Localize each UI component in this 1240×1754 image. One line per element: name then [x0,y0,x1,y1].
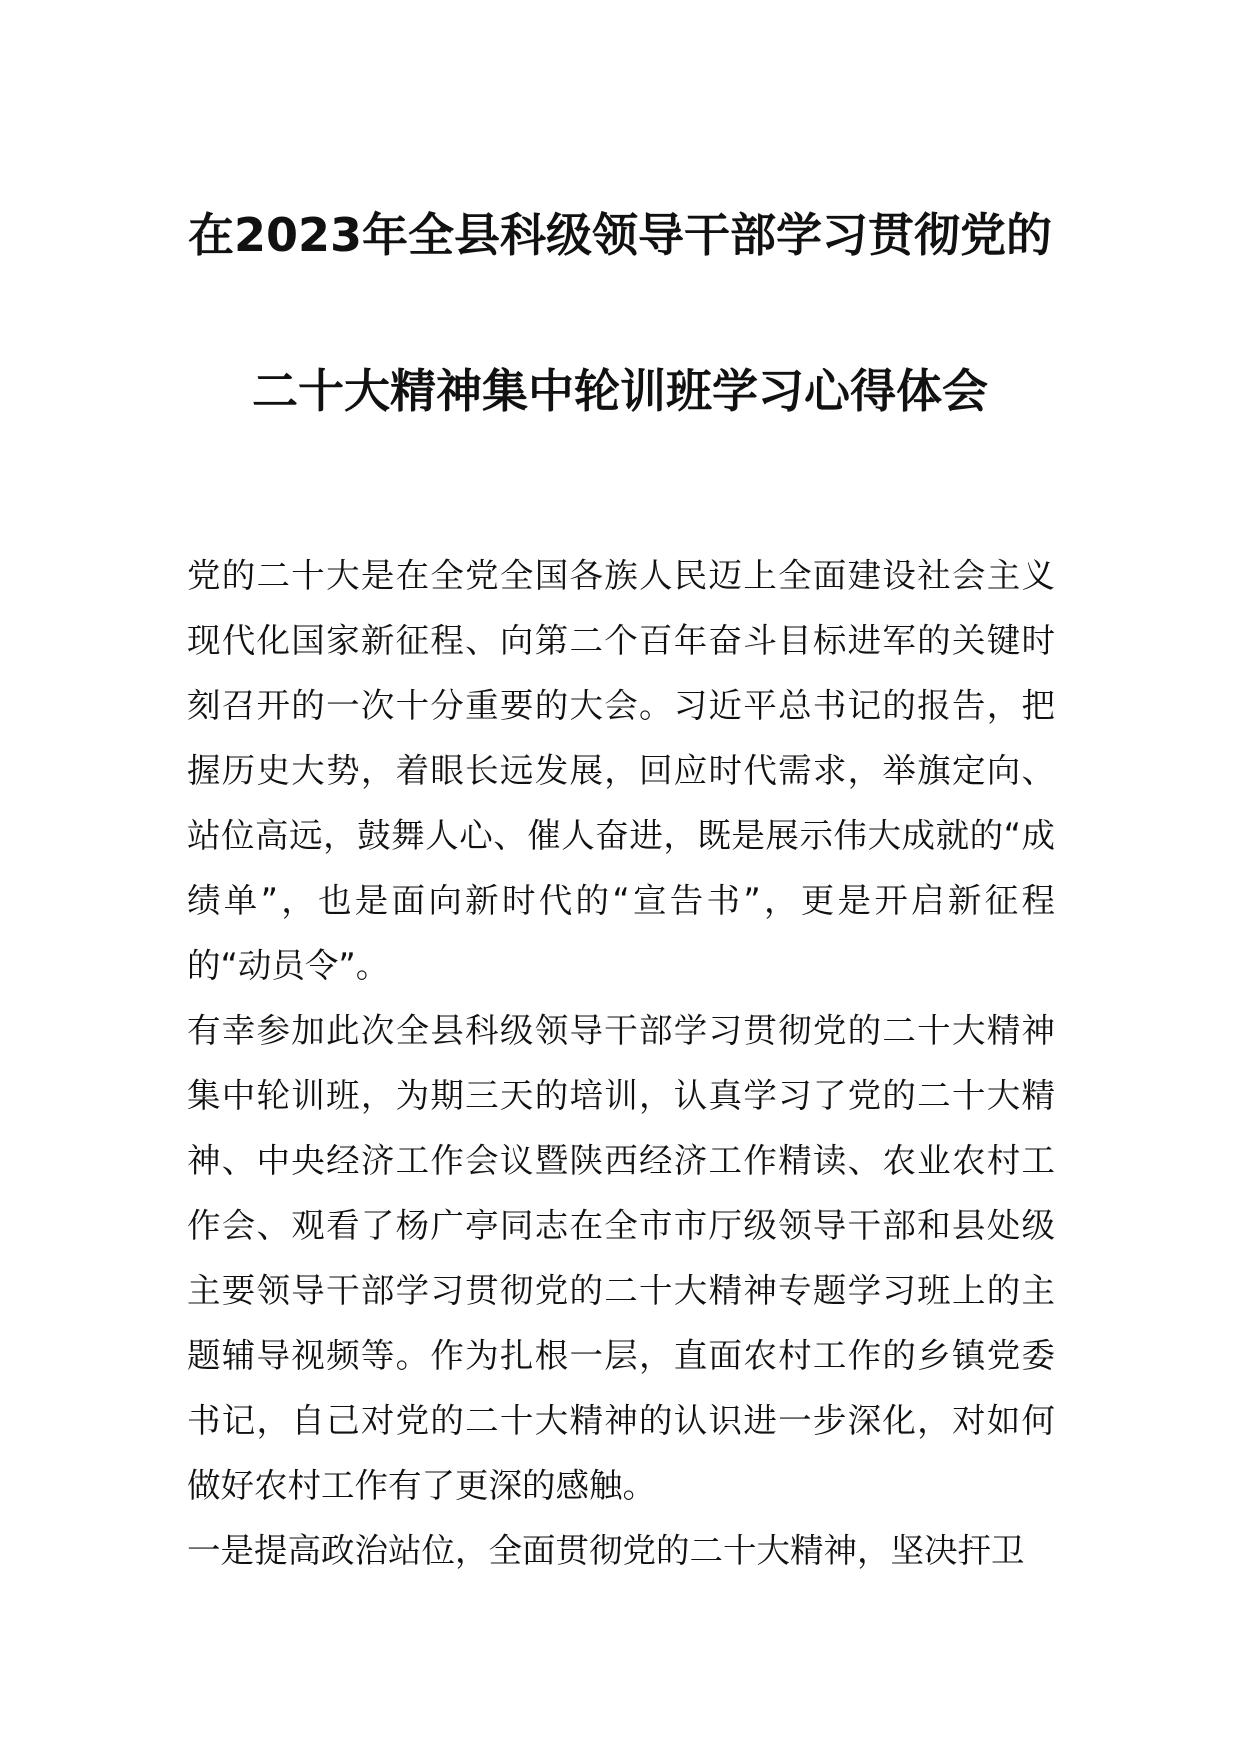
document-title-line-1: 在2023年全县科级领导干部学习贯彻党的 [187,208,1053,262]
paragraph-3: 一是提高政治站位，全面贯彻党的二十大精神，坚决扞卫 [187,1531,1025,1570]
document-body [187,543,1055,1583]
document-title-line-2: 二十大精神集中轮训班学习心得体会 [252,364,988,418]
paragraph-2: 有幸参加此次全县科级领导干部学习贯彻党的二十大精神集中轮训班，为期三天的培训，认真学习了党的二十大精神、中央经济工作会议暨陕西经济工作精读、农业农村工作会、观看了杨广亭同志在全市市厅级领导干部和县处级主要领导干部学习贯彻党的二十大精神专题学习班上的主题辅导视频等。作为扎根一层，直面农村工作的乡镇党委书记，自己对党的二十大精神的认识进一步深化，对如何做好农村工作有了更深的感触。 [187,1011,1055,1505]
paragraph-1: 党的二十大是在全党全国各族人民迈上全面建设社会主义现代化国家新征程、向第二个百年奋斗目标进军的关键时刻召开的一次十分重要的大会。习近平总书记的报告，把握历史大势，着眼长远发展，回应时代需求，举旗定向、站位高远，鼓舞人心、催人奋进，既是展示伟大成就的“成绩单”，也是面向新时代的“宣告书”，更是开启新征程的“动员令”。 [187,556,1055,985]
